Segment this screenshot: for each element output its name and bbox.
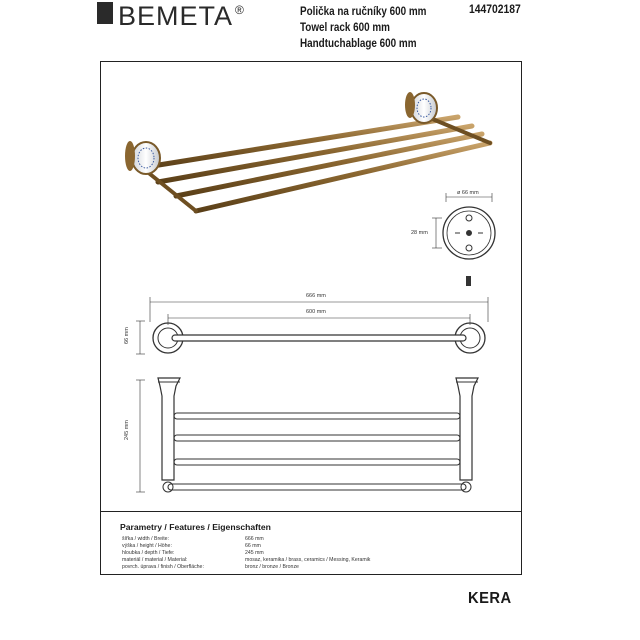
param-value: 66 mm [245,543,261,549]
brand-name: BEMETA [118,1,234,31]
top-view-drawing [136,297,488,354]
dim-depth: 245 mm [124,420,130,440]
dim-overall-width: 666 mm [306,293,326,299]
param-value: 245 mm [245,550,264,556]
param-value: mosaz, keramika / brass, ceramics / Messing, Keramik [245,557,371,563]
dim-rail-length: 600 mm [306,309,326,315]
param-label: materiál / material / Material: [122,557,188,563]
dim-mount-spacing: 28 mm [411,230,428,236]
side-view-drawing [136,378,478,492]
title-en: Towel rack 600 mm [300,22,390,34]
section-divider [100,511,522,512]
registered-mark: ® [235,3,245,17]
param-value: bronz / bronze / Bronze [245,564,299,570]
parameters-heading: Parametry / Features / Eigenschaften [120,522,271,532]
param-label: šířka / width / Breite: [122,536,169,542]
product-photo [125,92,490,211]
wall-plate-detail [432,193,495,286]
param-label: hloubka / depth / Tiefe: [122,550,175,556]
product-code: 144702187 [469,4,521,16]
series-name: KERA [468,590,512,607]
title-cz: Polička na ručníky 600 mm [300,6,427,18]
dim-diameter: ø 66 mm [457,190,479,196]
title-de: Handtuchablage 600 mm [300,38,417,50]
param-label: povrch. úprava / finish / Oberfläche: [122,564,204,570]
dim-height: 66 mm [124,327,130,344]
param-label: výška / height / Höhe: [122,543,172,549]
param-value: 666 mm [245,536,264,542]
